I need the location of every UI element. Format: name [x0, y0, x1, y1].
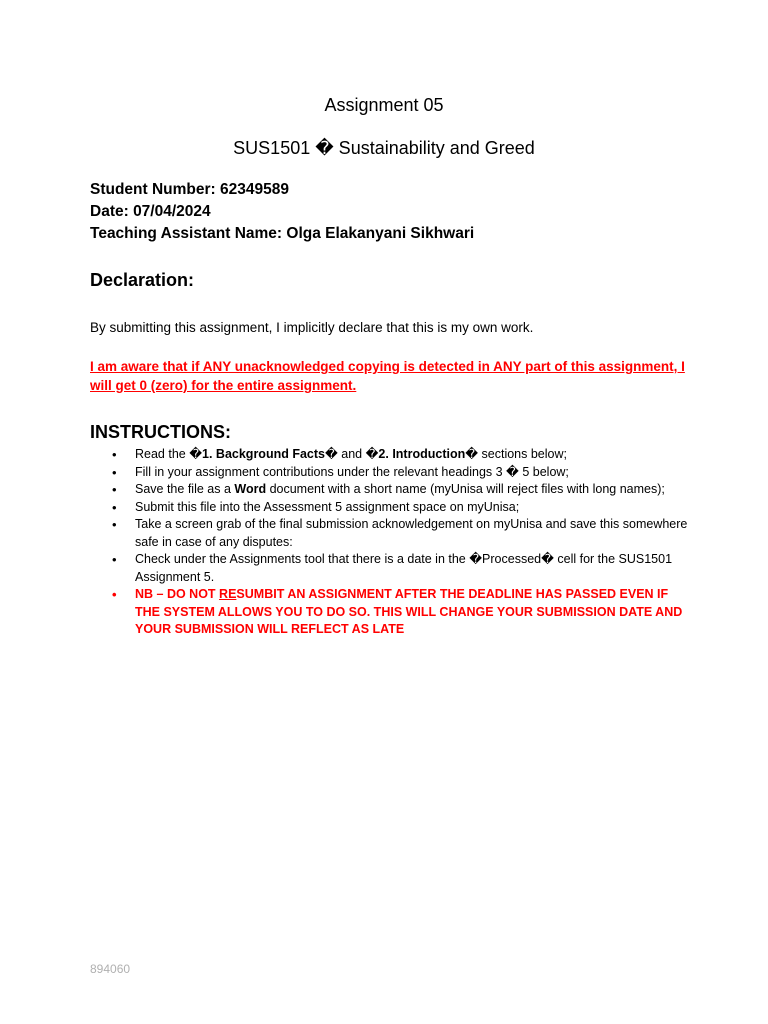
instruction-text: Take a screen grab of the final submission acknowledgement on myUnisa and save this somewhere safe in case of any disputes: — [135, 517, 688, 549]
assignment-title: Assignment 05 — [324, 95, 444, 115]
submission-date: Date: 07/04/2024 — [90, 203, 211, 220]
declaration-text: By submitting this assignment, I implicitly declare that this is my own work. — [90, 320, 534, 335]
instruction-text: SUMBIT AN ASSIGNMENT AFTER THE DEADLINE HAS PASSED EVEN IF THE SYSTEM ALLOWS YOU TO DO SO. THIS WILL CHANGE YOUR SUBMISSION DATE AND YOUR SUBMISSION WILL REFLECT AS LATE — [135, 587, 683, 636]
instruction-underlined-text: RE — [219, 587, 237, 601]
instruction-bold-text: 1. Background Facts — [202, 447, 325, 461]
bullet-icon: • — [112, 482, 117, 497]
page-number: 894060 — [90, 962, 131, 976]
instruction-item — [90, 446, 690, 464]
instruction-text: Read the � — [135, 447, 203, 461]
instruction-item — [90, 516, 690, 551]
instruction-text: NB – DO NOT — [135, 587, 220, 601]
instruction-bold-text: 2. Introduction — [378, 447, 466, 461]
instruction-item — [90, 464, 690, 482]
instruction-item — [90, 481, 690, 499]
bullet-icon: • — [112, 587, 117, 602]
course-title: SUS1501 � Sustainability and Greed — [233, 138, 535, 158]
instruction-bold-text: Word — [234, 482, 267, 496]
student-info — [90, 179, 474, 245]
bullet-icon: • — [112, 447, 117, 462]
student-number: Student Number: 62349589 — [90, 181, 289, 198]
teaching-assistant-name: Teaching Assistant Name: Olga Elakanyani Sikhwari — [90, 225, 475, 242]
instruction-item — [90, 499, 690, 517]
instruction-text: Fill in your assignment contributions under the relevant headings 3 � 5 below; — [135, 464, 569, 479]
instruction-text: Submit this file into the Assessment 5 assignment space on myUnisa; — [135, 499, 520, 514]
plagiarism-warning: I am aware that if ANY unacknowledged copying is detected in ANY part of this assignment, I will get 0 (zero) for the entire assignment. — [90, 359, 685, 393]
instruction-text: Check under the Assignments tool that there is a date in the �Processed� cell for the SUS1501 Assignment 5. — [135, 552, 673, 584]
instruction-text: � and � — [324, 447, 379, 461]
instruction-item-warning — [90, 586, 690, 639]
instruction-item — [90, 551, 690, 586]
instruction-text: document with a short name (myUnisa will reject files with long names); — [266, 482, 665, 496]
bullet-icon: • — [112, 499, 117, 515]
bullet-icon: • — [112, 517, 117, 532]
declaration-heading: Declaration: — [90, 270, 195, 290]
instructions-list — [90, 446, 690, 639]
bullet-icon: • — [112, 464, 117, 480]
instruction-text: � sections below; — [465, 447, 567, 461]
bullet-icon: • — [112, 552, 117, 567]
instruction-text: Save the file as a — [135, 482, 235, 496]
instructions-heading: INSTRUCTIONS: — [90, 422, 231, 442]
